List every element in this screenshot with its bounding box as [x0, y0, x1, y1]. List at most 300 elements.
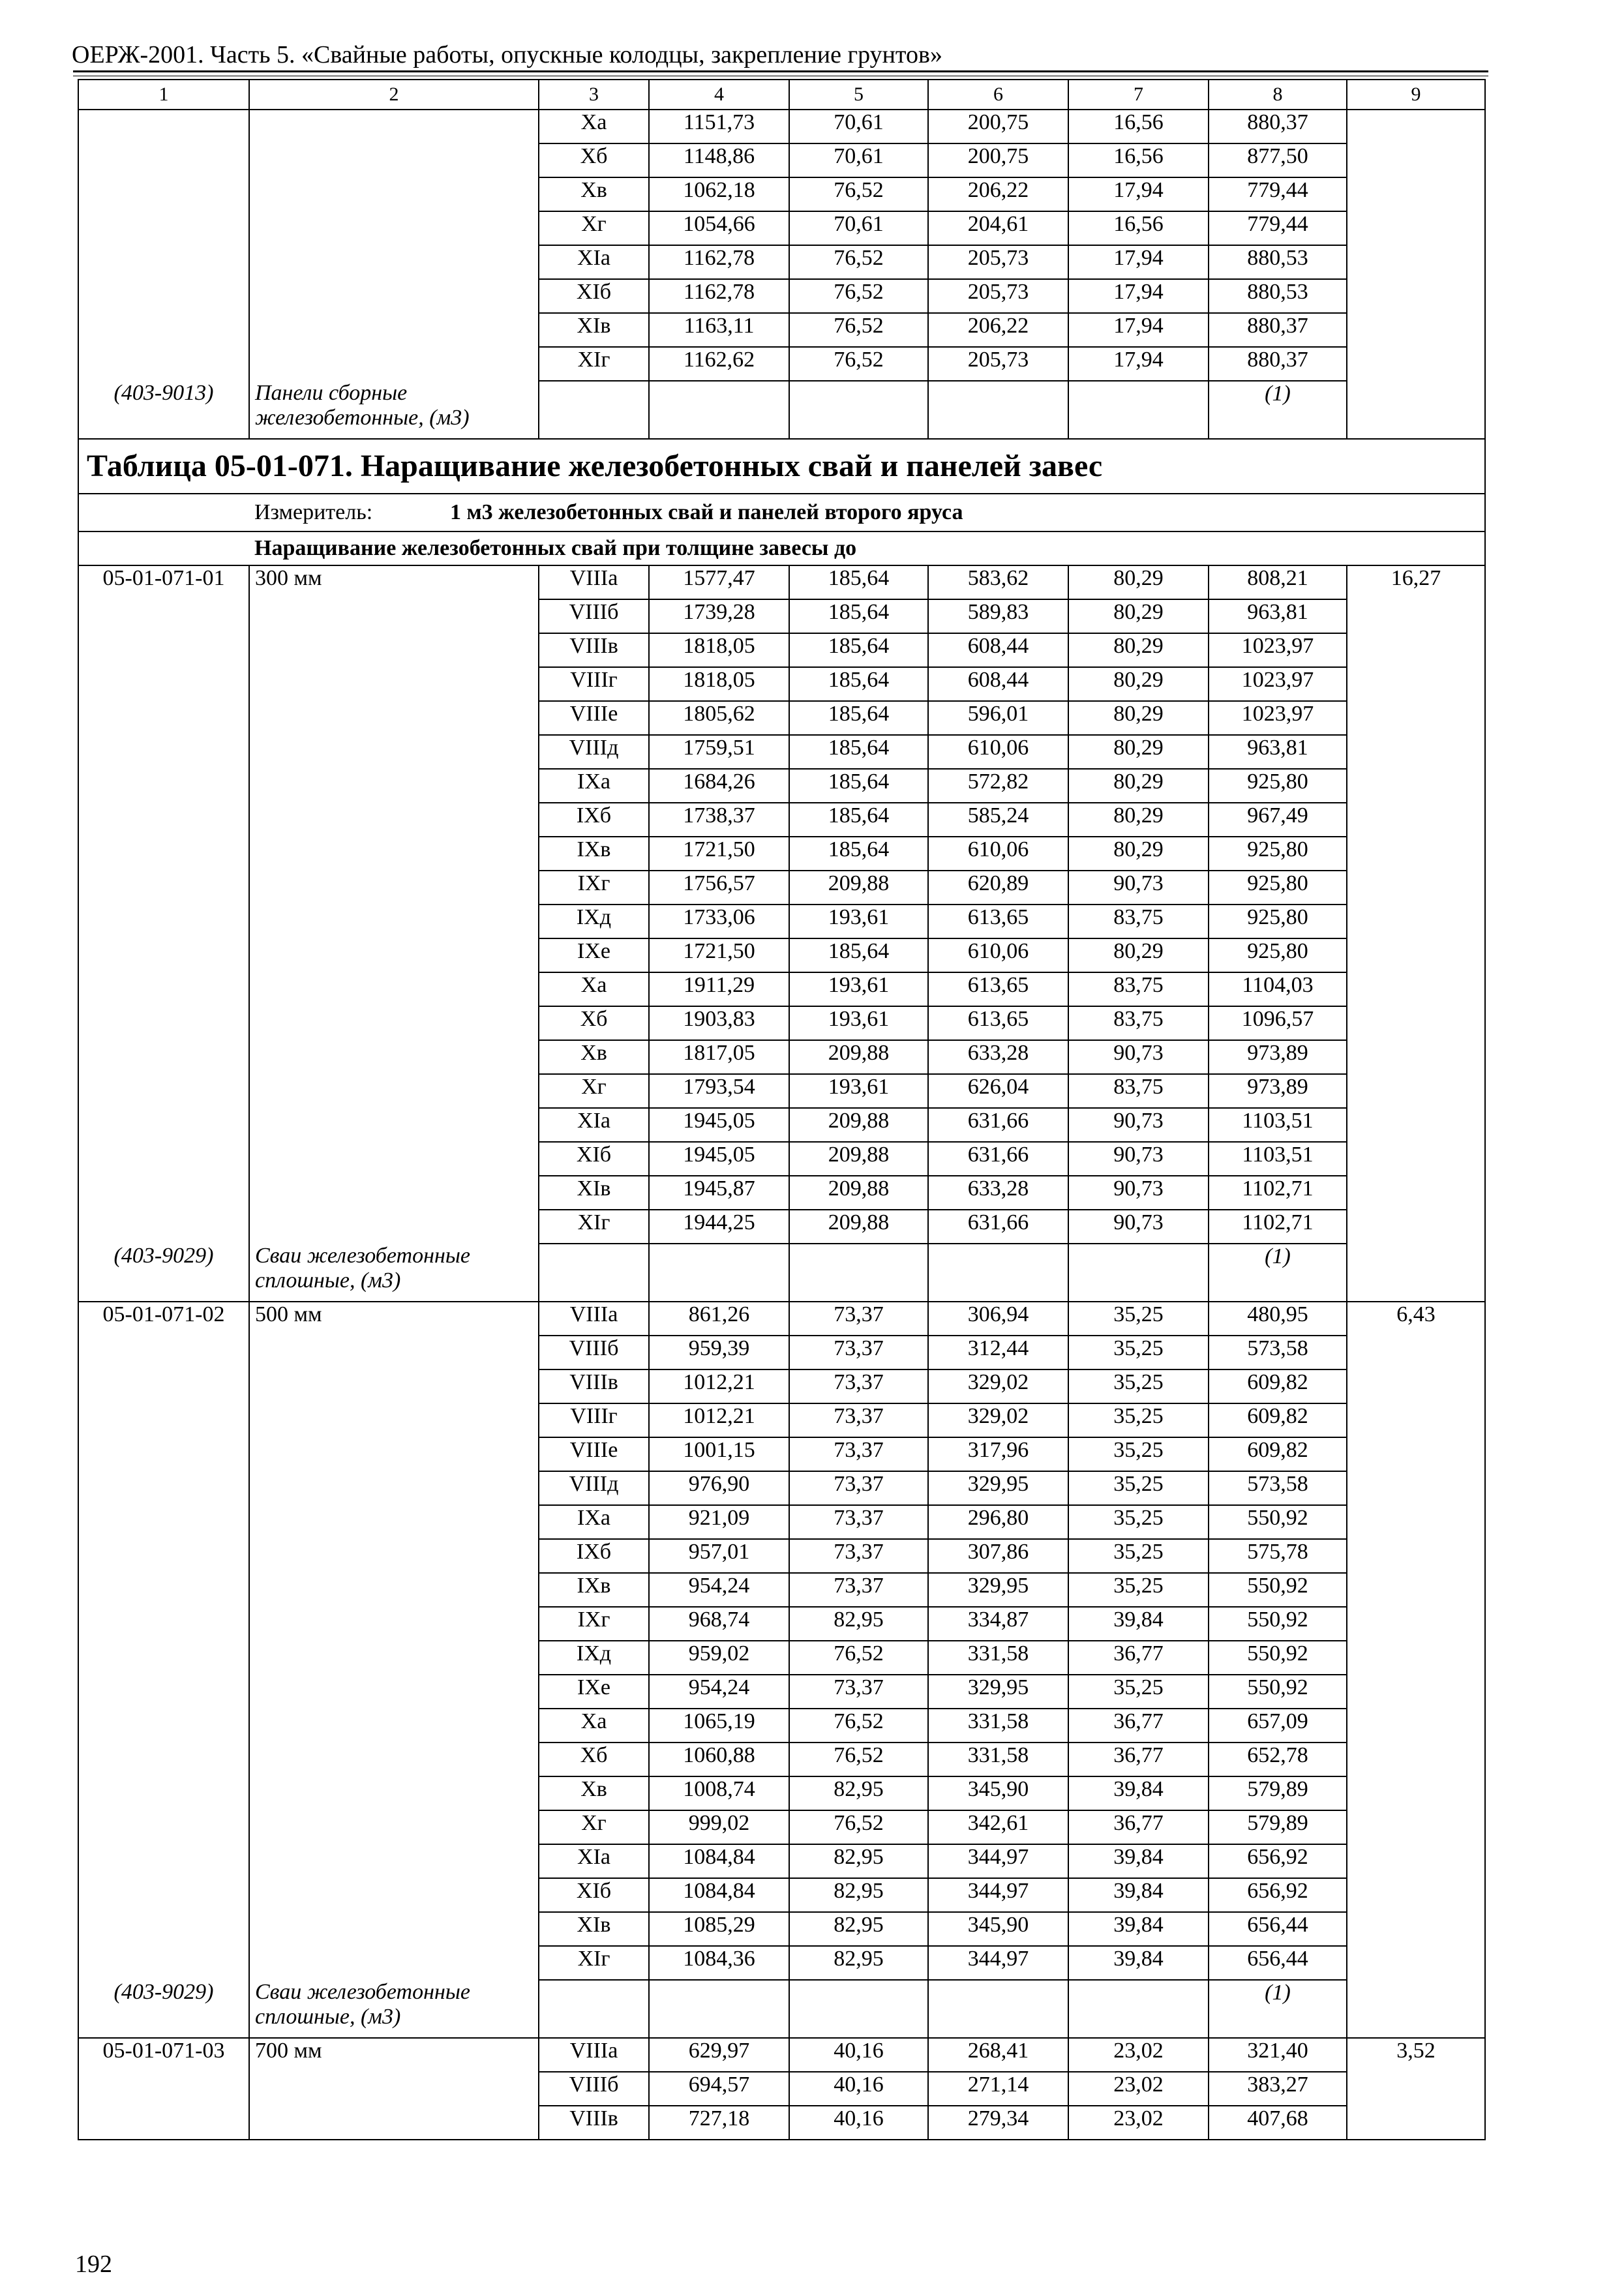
value-cell: 925,80: [1209, 871, 1347, 905]
value-cell: 209,88: [789, 1176, 928, 1210]
value-cell: 1162,78: [649, 245, 789, 279]
col9-cell: [1347, 905, 1485, 938]
value-cell: 1065,19: [649, 1709, 789, 1743]
zone-cell: XIб: [539, 279, 649, 313]
subsection-title: Наращивание железобетонных свай при толщине завесы до: [249, 531, 1485, 565]
value-cell: 613,65: [928, 972, 1068, 1006]
col9-cell: [1347, 1403, 1485, 1437]
column-number: 9: [1347, 80, 1485, 110]
table-row: [78, 2106, 1485, 2140]
value-cell: 331,58: [928, 1641, 1068, 1675]
value-cell: 209,88: [789, 1210, 928, 1244]
zone-cell: Xг: [539, 1074, 649, 1108]
value-cell: 694,57: [649, 2072, 789, 2106]
value-cell: 808,21: [1209, 565, 1347, 599]
col9-cell: [1347, 1471, 1485, 1505]
rate-code-cell: [78, 1539, 249, 1573]
zone-cell: VIIIa: [539, 565, 649, 599]
rate-code-cell: [78, 599, 249, 633]
col9-cell: [1347, 1539, 1485, 1573]
empty-cell: [1068, 1980, 1209, 2038]
rate-code-cell: [78, 1210, 249, 1244]
rate-code-cell: [78, 1040, 249, 1074]
value-cell: 185,64: [789, 633, 928, 667]
value-cell: 331,58: [928, 1709, 1068, 1743]
table-row: [78, 803, 1485, 837]
value-cell: 35,25: [1068, 1302, 1209, 1336]
value-cell: 185,64: [789, 803, 928, 837]
value-cell: 344,97: [928, 1946, 1068, 1980]
value-cell: 1012,21: [649, 1369, 789, 1403]
table-row: [78, 2072, 1485, 2106]
work-name-cell: [249, 1776, 539, 1810]
resource-quantity: (1): [1209, 1980, 1347, 2038]
value-cell: 80,29: [1068, 769, 1209, 803]
value-cell: 656,92: [1209, 1878, 1347, 1912]
value-cell: 185,64: [789, 837, 928, 871]
resource-name: Сваи железобетонные сплошные, (м3): [249, 1980, 539, 2038]
rate-code-cell: [78, 1471, 249, 1505]
work-name: 300 мм: [249, 565, 539, 599]
value-cell: 35,25: [1068, 1675, 1209, 1709]
zone-cell: IXб: [539, 1539, 649, 1573]
zone-cell: VIIIe: [539, 701, 649, 735]
value-cell: 345,90: [928, 1776, 1068, 1810]
column-number: 2: [249, 80, 539, 110]
work-name-cell: [249, 347, 539, 381]
col9-cell: [1347, 735, 1485, 769]
value-cell: 279,34: [928, 2106, 1068, 2140]
value-cell: 1104,03: [1209, 972, 1347, 1006]
col9-cell: [1347, 211, 1485, 245]
value-cell: 880,53: [1209, 245, 1347, 279]
zone-cell: IXa: [539, 1505, 649, 1539]
value-cell: 329,95: [928, 1675, 1068, 1709]
column-number: 6: [928, 80, 1068, 110]
work-name-cell: [249, 599, 539, 633]
zone-cell: IXг: [539, 871, 649, 905]
zone-cell: XIa: [539, 1108, 649, 1142]
value-cell: 90,73: [1068, 1176, 1209, 1210]
table-row: [78, 110, 1485, 143]
work-name-cell: [249, 1539, 539, 1573]
value-cell: 35,25: [1068, 1539, 1209, 1573]
table-row: [78, 1302, 1485, 1336]
rate-code-cell: [78, 803, 249, 837]
rate-code-cell: [78, 1437, 249, 1471]
rate-code-cell: [78, 1946, 249, 1980]
value-cell: 23,02: [1068, 2038, 1209, 2072]
empty-cell: [789, 381, 928, 439]
value-cell: 579,89: [1209, 1776, 1347, 1810]
col9-cell: [1347, 1675, 1485, 1709]
value-cell: 39,84: [1068, 1946, 1209, 1980]
col9-cell: [1347, 938, 1485, 972]
table-row: [78, 667, 1485, 701]
value-cell: 620,89: [928, 871, 1068, 905]
value-cell: 925,80: [1209, 905, 1347, 938]
value-cell: 550,92: [1209, 1675, 1347, 1709]
col9-value: 3,52: [1347, 2038, 1485, 2072]
col9-cell: [1347, 1844, 1485, 1878]
value-cell: 39,84: [1068, 1912, 1209, 1946]
value-cell: 39,84: [1068, 1776, 1209, 1810]
value-cell: 35,25: [1068, 1369, 1209, 1403]
value-cell: 36,77: [1068, 1743, 1209, 1776]
rate-code: [78, 110, 249, 143]
value-cell: 480,95: [1209, 1302, 1347, 1336]
value-cell: 1721,50: [649, 938, 789, 972]
value-cell: 976,90: [649, 1471, 789, 1505]
rate-code-cell: [78, 313, 249, 347]
value-cell: 1793,54: [649, 1074, 789, 1108]
value-cell: 550,92: [1209, 1641, 1347, 1675]
rate-code-cell: [78, 769, 249, 803]
value-cell: 954,24: [649, 1573, 789, 1607]
table-row: [78, 735, 1485, 769]
value-cell: 579,89: [1209, 1810, 1347, 1844]
rate-code-cell: [78, 245, 249, 279]
value-cell: 925,80: [1209, 769, 1347, 803]
value-cell: 80,29: [1068, 633, 1209, 667]
zone-cell: Xa: [539, 972, 649, 1006]
rate-code-cell: [78, 1607, 249, 1641]
col9-cell: [1347, 1946, 1485, 1980]
value-cell: 17,94: [1068, 313, 1209, 347]
col9-cell: [1347, 667, 1485, 701]
value-cell: 550,92: [1209, 1573, 1347, 1607]
value-cell: 17,94: [1068, 177, 1209, 211]
zone-cell: VIIIб: [539, 599, 649, 633]
work-name-cell: [249, 1336, 539, 1369]
rate-code-cell: [78, 2106, 249, 2140]
value-cell: 1008,74: [649, 1776, 789, 1810]
work-name-cell: [249, 1403, 539, 1437]
col9-cell: [1347, 1074, 1485, 1108]
work-name-cell: [249, 143, 539, 177]
zone-cell: Xв: [539, 1040, 649, 1074]
zone-cell: XIг: [539, 1946, 649, 1980]
value-cell: 307,86: [928, 1539, 1068, 1573]
value-cell: 185,64: [789, 938, 928, 972]
resource-name: Панели сборные железобетонные, (м3): [249, 381, 539, 439]
col9-cell: [1347, 2072, 1485, 2106]
value-cell: 185,64: [789, 735, 928, 769]
value-cell: 80,29: [1068, 701, 1209, 735]
value-cell: 652,78: [1209, 1743, 1347, 1776]
zone-cell: XIб: [539, 1142, 649, 1176]
work-name-cell: [249, 279, 539, 313]
rate-code-cell: [78, 1108, 249, 1142]
value-cell: 610,06: [928, 837, 1068, 871]
value-cell: 963,81: [1209, 735, 1347, 769]
col9-cell: [1347, 1980, 1485, 2038]
rate-code: 05-01-071-02: [78, 1302, 249, 1336]
table-row: [78, 1743, 1485, 1776]
work-name-cell: [249, 769, 539, 803]
rate-code-cell: [78, 905, 249, 938]
value-cell: 36,77: [1068, 1641, 1209, 1675]
value-cell: 1151,73: [649, 110, 789, 143]
value-cell: 73,37: [789, 1369, 928, 1403]
value-cell: 1012,21: [649, 1403, 789, 1437]
value-cell: 589,83: [928, 599, 1068, 633]
table-row: [78, 1709, 1485, 1743]
value-cell: 631,66: [928, 1210, 1068, 1244]
value-cell: 82,95: [789, 1844, 928, 1878]
value-cell: 1162,78: [649, 279, 789, 313]
work-name-cell: [249, 1040, 539, 1074]
value-cell: 80,29: [1068, 803, 1209, 837]
rate-code-cell: [78, 1573, 249, 1607]
value-cell: 1103,51: [1209, 1142, 1347, 1176]
value-cell: 76,52: [789, 1641, 928, 1675]
value-cell: 35,25: [1068, 1505, 1209, 1539]
table-row: [78, 1437, 1485, 1471]
col9-cell: [1347, 143, 1485, 177]
rate-code-cell: [78, 1176, 249, 1210]
value-cell: 921,09: [649, 1505, 789, 1539]
work-name-cell: [249, 1210, 539, 1244]
table-row: [78, 1878, 1485, 1912]
value-cell: 999,02: [649, 1810, 789, 1844]
value-cell: 329,95: [928, 1471, 1068, 1505]
value-cell: 575,78: [1209, 1539, 1347, 1573]
value-cell: 90,73: [1068, 1040, 1209, 1074]
resource-row: [78, 381, 1485, 439]
work-name: [249, 110, 539, 143]
table-row: [78, 1369, 1485, 1403]
zone-cell: Xa: [539, 1709, 649, 1743]
empty-cell: [78, 531, 249, 565]
work-name: 700 мм: [249, 2038, 539, 2072]
value-cell: 613,65: [928, 905, 1068, 938]
value-cell: 609,82: [1209, 1437, 1347, 1471]
value-cell: 185,64: [789, 769, 928, 803]
table-row: [78, 211, 1485, 245]
value-cell: 1739,28: [649, 599, 789, 633]
zone-cell: VIIIв: [539, 1369, 649, 1403]
value-cell: 76,52: [789, 347, 928, 381]
value-cell: 321,40: [1209, 2038, 1347, 2072]
value-cell: 35,25: [1068, 1573, 1209, 1607]
value-cell: 209,88: [789, 1040, 928, 1074]
value-cell: 626,04: [928, 1074, 1068, 1108]
rate-code-cell: [78, 667, 249, 701]
value-cell: 973,89: [1209, 1040, 1347, 1074]
work-name-cell: [249, 2106, 539, 2140]
rate-code-cell: [78, 972, 249, 1006]
value-cell: 16,56: [1068, 143, 1209, 177]
value-cell: 1102,71: [1209, 1176, 1347, 1210]
table-row: [78, 1210, 1485, 1244]
zone-cell: Xб: [539, 143, 649, 177]
table-row: [78, 313, 1485, 347]
col9-cell: [1347, 347, 1485, 381]
value-cell: 312,44: [928, 1336, 1068, 1369]
rate-code-cell: [78, 1709, 249, 1743]
table-row: [78, 1946, 1485, 1980]
value-cell: 39,84: [1068, 1844, 1209, 1878]
col9-cell: [1347, 1437, 1485, 1471]
table-row: [78, 1844, 1485, 1878]
col9-cell: [1347, 837, 1485, 871]
zone-cell: Xг: [539, 1810, 649, 1844]
work-name-cell: [249, 313, 539, 347]
rate-code-cell: [78, 1912, 249, 1946]
zone-cell: IXб: [539, 803, 649, 837]
resource-code: (403-9013): [78, 381, 249, 439]
value-cell: 40,16: [789, 2072, 928, 2106]
col9-cell: [1347, 1142, 1485, 1176]
work-name-cell: [249, 1108, 539, 1142]
zone-cell: VIIIa: [539, 1302, 649, 1336]
value-cell: 609,82: [1209, 1369, 1347, 1403]
empty-cell: [649, 1980, 789, 2038]
table-row: [78, 279, 1485, 313]
work-name-cell: [249, 1709, 539, 1743]
value-cell: 73,37: [789, 1302, 928, 1336]
value-cell: 205,73: [928, 279, 1068, 313]
column-number-row: [78, 80, 1485, 110]
value-cell: 271,14: [928, 2072, 1068, 2106]
value-cell: 204,61: [928, 211, 1068, 245]
value-cell: 1733,06: [649, 905, 789, 938]
value-cell: 16,56: [1068, 110, 1209, 143]
rate-code-cell: [78, 1403, 249, 1437]
value-cell: 76,52: [789, 1810, 928, 1844]
value-cell: 633,28: [928, 1176, 1068, 1210]
value-cell: 1163,11: [649, 313, 789, 347]
zone-cell: VIIIe: [539, 1437, 649, 1471]
value-cell: 1721,50: [649, 837, 789, 871]
work-name-cell: [249, 633, 539, 667]
page-number: 192: [75, 2251, 112, 2278]
table-row: [78, 599, 1485, 633]
table-row: [78, 2038, 1485, 2072]
rate-code-cell: [78, 143, 249, 177]
rate-code-cell: [78, 1142, 249, 1176]
value-cell: 317,96: [928, 1437, 1068, 1471]
rate-code-cell: [78, 1776, 249, 1810]
rate-code: 05-01-071-03: [78, 2038, 249, 2072]
value-cell: 39,84: [1068, 1878, 1209, 1912]
value-cell: 185,64: [789, 565, 928, 599]
table-row: [78, 1108, 1485, 1142]
measurer-row: [78, 494, 1485, 531]
col9-cell: [1347, 871, 1485, 905]
table-row: [78, 701, 1485, 735]
rate-code-cell: [78, 1844, 249, 1878]
value-cell: 83,75: [1068, 1074, 1209, 1108]
resource-code: (403-9029): [78, 1980, 249, 2038]
col9-cell: [1347, 177, 1485, 211]
rate-code-cell: [78, 1369, 249, 1403]
value-cell: 76,52: [789, 279, 928, 313]
value-cell: 959,02: [649, 1641, 789, 1675]
empty-cell: [539, 1244, 649, 1302]
value-cell: 925,80: [1209, 837, 1347, 871]
rates-table: [78, 79, 1486, 2140]
value-cell: 959,39: [649, 1336, 789, 1369]
value-cell: 193,61: [789, 972, 928, 1006]
value-cell: 629,97: [649, 2038, 789, 2072]
zone-cell: XIa: [539, 1844, 649, 1878]
work-name-cell: [249, 871, 539, 905]
table-row: [78, 1142, 1485, 1176]
value-cell: 80,29: [1068, 938, 1209, 972]
work-name-cell: [249, 701, 539, 735]
value-cell: 82,95: [789, 1946, 928, 1980]
work-name-cell: [249, 1641, 539, 1675]
rate-code-cell: [78, 1074, 249, 1108]
table-row: [78, 347, 1485, 381]
col9-cell: [1347, 279, 1485, 313]
value-cell: 185,64: [789, 667, 928, 701]
value-cell: 1085,29: [649, 1912, 789, 1946]
value-cell: 1023,97: [1209, 701, 1347, 735]
value-cell: 1945,05: [649, 1108, 789, 1142]
measurer-cell: [249, 494, 1485, 531]
col9-cell: [1347, 1505, 1485, 1539]
work-name-cell: [249, 1810, 539, 1844]
value-cell: 90,73: [1068, 1108, 1209, 1142]
value-cell: 296,80: [928, 1505, 1068, 1539]
rate-code-cell: [78, 1675, 249, 1709]
value-cell: 73,37: [789, 1505, 928, 1539]
work-name-cell: [249, 1437, 539, 1471]
value-cell: 70,61: [789, 110, 928, 143]
value-cell: 1756,57: [649, 871, 789, 905]
value-cell: 572,82: [928, 769, 1068, 803]
value-cell: 925,80: [1209, 938, 1347, 972]
value-cell: 613,65: [928, 1006, 1068, 1040]
rate-code-cell: [78, 1743, 249, 1776]
value-cell: 1103,51: [1209, 1108, 1347, 1142]
table-row: [78, 1006, 1485, 1040]
value-cell: 76,52: [789, 245, 928, 279]
value-cell: 76,52: [789, 1709, 928, 1743]
resource-row: [78, 1244, 1485, 1302]
col9-cell: [1347, 1878, 1485, 1912]
measurer-value: 1 м3 железобетонных свай и панелей второго яруса: [450, 500, 963, 524]
value-cell: 631,66: [928, 1142, 1068, 1176]
empty-cell: [649, 381, 789, 439]
value-cell: 200,75: [928, 143, 1068, 177]
table-row: [78, 972, 1485, 1006]
value-cell: 35,25: [1068, 1471, 1209, 1505]
zone-cell: IXд: [539, 905, 649, 938]
table-row: [78, 177, 1485, 211]
value-cell: 76,52: [789, 177, 928, 211]
zone-cell: IXв: [539, 1573, 649, 1607]
value-cell: 1903,83: [649, 1006, 789, 1040]
col9-value: 16,27: [1347, 565, 1485, 599]
value-cell: 973,89: [1209, 1074, 1347, 1108]
table-title: Таблица 05-01-071. Наращивание железобетонных свай и панелей завес: [78, 439, 1485, 494]
resource-row: [78, 1980, 1485, 2038]
value-cell: 329,02: [928, 1369, 1068, 1403]
value-cell: 80,29: [1068, 837, 1209, 871]
value-cell: 1738,37: [649, 803, 789, 837]
value-cell: 17,94: [1068, 279, 1209, 313]
value-cell: 193,61: [789, 905, 928, 938]
column-number: 8: [1209, 80, 1347, 110]
work-name-cell: [249, 1471, 539, 1505]
value-cell: 329,95: [928, 1573, 1068, 1607]
rate-code-cell: [78, 279, 249, 313]
resource-code: (403-9029): [78, 1244, 249, 1302]
